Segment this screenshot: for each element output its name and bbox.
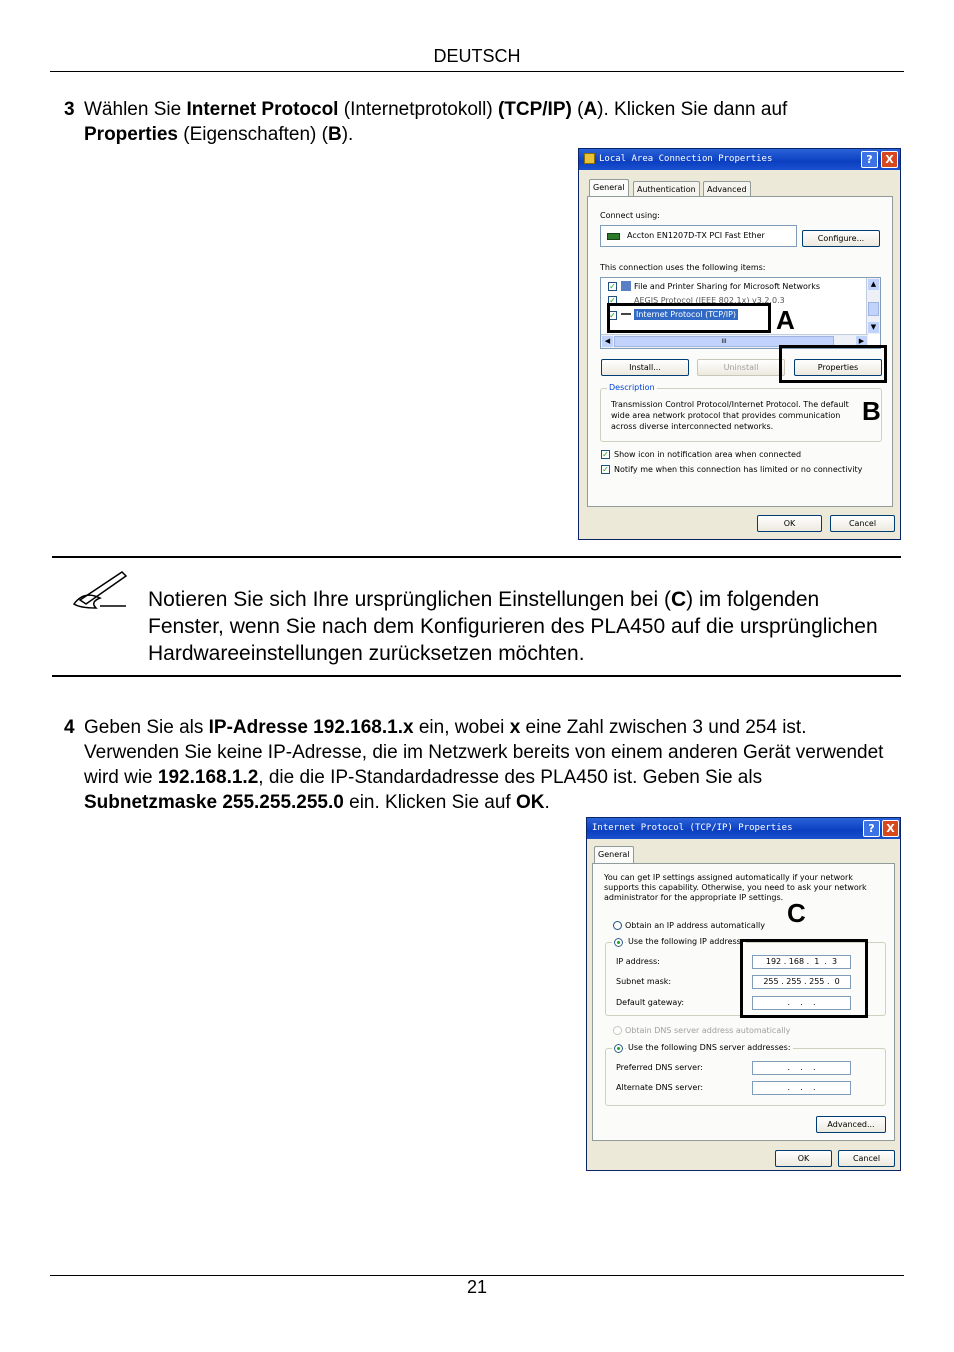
- note-text: Notieren Sie sich Ihre ursprünglichen Einstellungen bei (C) im folgenden Fenster, wenn Sie nach dem Konfigurieren des PLA450 auf die ursprünglichen Hardwareeinstellungen zurücksetzen möchten.: [148, 588, 878, 665]
- advanced-button[interactable]: Advanced...: [816, 1116, 886, 1133]
- alternate-dns-label: Alternate DNS server:: [616, 1083, 704, 1092]
- connect-using-label: Connect using:: [600, 211, 660, 220]
- adapter-field: [600, 225, 797, 247]
- preferred-dns-label: Preferred DNS server:: [616, 1063, 703, 1072]
- cancel-button[interactable]: Cancel: [830, 515, 895, 532]
- configure-button[interactable]: Configure...: [802, 230, 880, 247]
- tab-general[interactable]: General: [594, 846, 634, 864]
- list-item-tcpip[interactable]: Internet Protocol (TCP/IP): [636, 310, 737, 319]
- tab-advanced[interactable]: Advanced: [703, 181, 751, 197]
- dialog-titlebar: [579, 149, 900, 170]
- highlight-box-b: [779, 345, 887, 383]
- properties-button[interactable]: Properties: [794, 359, 882, 376]
- default-gateway-label: Default gateway:: [616, 998, 685, 1007]
- scroll-up-icon[interactable]: ▲: [868, 279, 879, 290]
- network-card-icon: [607, 233, 620, 240]
- list-item[interactable]: File and Printer Sharing for Microsoft Networks: [634, 282, 820, 291]
- note-pen-icon: [70, 568, 130, 612]
- default-gateway-input[interactable]: . . .: [752, 996, 851, 1010]
- note-rule-bottom: [52, 675, 901, 677]
- scroll-thumb[interactable]: [868, 302, 879, 316]
- list-item[interactable]: AEGIS Protocol (IEEE 802.1x) v3.2.0.3: [634, 296, 785, 305]
- notify-checkbox[interactable]: ✓: [602, 465, 609, 474]
- step-4: [64, 715, 894, 815]
- highlight-box-a: [607, 303, 771, 333]
- show-icon-checkbox[interactable]: ✓: [602, 450, 609, 459]
- ok-button[interactable]: OK: [775, 1150, 832, 1167]
- marker-b: B: [862, 396, 881, 426]
- cancel-button[interactable]: Cancel: [838, 1150, 895, 1167]
- tab-authentication[interactable]: Authentication: [633, 181, 700, 197]
- step-text: Wählen Sie Internet Protocol (Internetprotokoll) (TCP/IP) (A). Klicken Sie dann auf Properties (Eigenschaften) (B).: [84, 99, 788, 145]
- alternate-dns-input[interactable]: . . .: [752, 1081, 851, 1095]
- show-icon-label: Show icon in notification area when connected: [614, 450, 802, 459]
- step-number: 3: [64, 99, 75, 120]
- close-button[interactable]: X: [882, 820, 899, 837]
- scroll-left-icon[interactable]: ◀: [602, 336, 613, 347]
- dialog-titlebar: [587, 818, 900, 839]
- item-checkbox[interactable]: ✓: [609, 282, 616, 291]
- item-checkbox[interactable]: ✓: [609, 296, 616, 305]
- help-button[interactable]: ?: [861, 151, 878, 168]
- subnet-mask-input[interactable]: 255 . 255 . 255 . 0: [752, 975, 851, 989]
- scroll-down-icon[interactable]: ▼: [868, 322, 879, 333]
- use-ip-label: Use the following IP address:: [628, 937, 744, 946]
- ok-button[interactable]: OK: [757, 515, 822, 532]
- vertical-scrollbar[interactable]: [866, 278, 880, 334]
- description-group: [600, 383, 882, 442]
- dialog-title: Local Area Connection Properties: [599, 154, 773, 164]
- network-icon: [584, 153, 595, 164]
- scroll-right-icon[interactable]: ▶: [856, 336, 867, 347]
- scroll-thumb-h[interactable]: III: [614, 336, 834, 347]
- step-text: Geben Sie als IP-Adresse 192.168.1.x ein, wobei x eine Zahl zwischen 3 und 254 ist. Verwenden Sie keine IP-Adresse, die im Netzwerk bereits von einem anderen Gerät verwendet wird wie 192.168.1.2, die die IP-Standardadresse des PLA450 ist. Geben Sie als Subnetzmaske 255.255.255.0 ein. Klicken Sie auf OK.: [84, 717, 884, 813]
- use-ip-radio[interactable]: [614, 938, 623, 947]
- marker-a: A: [776, 305, 795, 335]
- highlight-box-c: [740, 939, 868, 1018]
- install-button[interactable]: Install...: [601, 359, 689, 376]
- preferred-dns-input[interactable]: . . .: [752, 1061, 851, 1075]
- items-label: This connection uses the following items:: [600, 263, 766, 272]
- obtain-ip-radio[interactable]: [613, 921, 622, 930]
- description-legend: Description: [609, 383, 655, 392]
- page-number: 21: [466, 1277, 488, 1297]
- footer-rule: [50, 1275, 904, 1276]
- adapter-name: Accton EN1207D-TX PCI Fast Ether: [627, 231, 765, 240]
- dns-group: [605, 1043, 886, 1106]
- note-rule-top: [52, 556, 901, 558]
- description-text: Transmission Control Protocol/Internet Protocol. The default wide area network protocol that provides communication across diverse interconnected networks.: [611, 400, 849, 431]
- subnet-mask-label: Subnet mask:: [616, 977, 672, 986]
- obtain-dns-label: Obtain DNS server address automatically: [625, 1026, 791, 1035]
- ip-address-input[interactable]: 192 . 168 . 1 . 3: [752, 955, 851, 969]
- sharing-icon: [621, 281, 631, 291]
- ip-address-label: IP address:: [616, 957, 660, 966]
- help-button[interactable]: ?: [863, 820, 880, 837]
- page-header: DEUTSCH: [433, 46, 521, 66]
- step-number: 4: [64, 717, 75, 738]
- lan-properties-dialog: [578, 148, 901, 540]
- obtain-dns-radio[interactable]: [613, 1026, 622, 1035]
- tab-general[interactable]: General: [589, 179, 629, 197]
- use-dns-label: Use the following DNS server addresses:: [628, 1043, 791, 1052]
- close-button[interactable]: X: [881, 151, 898, 168]
- dialog-title: Internet Protocol (TCP/IP) Properties: [592, 823, 793, 833]
- header-rule: [50, 71, 904, 72]
- item-checkbox[interactable]: ✓: [609, 311, 616, 320]
- uninstall-button[interactable]: Uninstall: [697, 359, 785, 376]
- marker-c: C: [787, 898, 806, 928]
- step-3: [64, 97, 884, 147]
- obtain-ip-label: Obtain an IP address automatically: [625, 921, 766, 930]
- intro-text: You can get IP settings assigned automatically if your network supports this capability. Otherwise, you need to ask your network administrator for the appropriate IP settings.: [604, 873, 867, 902]
- use-dns-radio[interactable]: [614, 1044, 623, 1053]
- notify-label: Notify me when this connection has limited or no connectivity: [614, 465, 863, 474]
